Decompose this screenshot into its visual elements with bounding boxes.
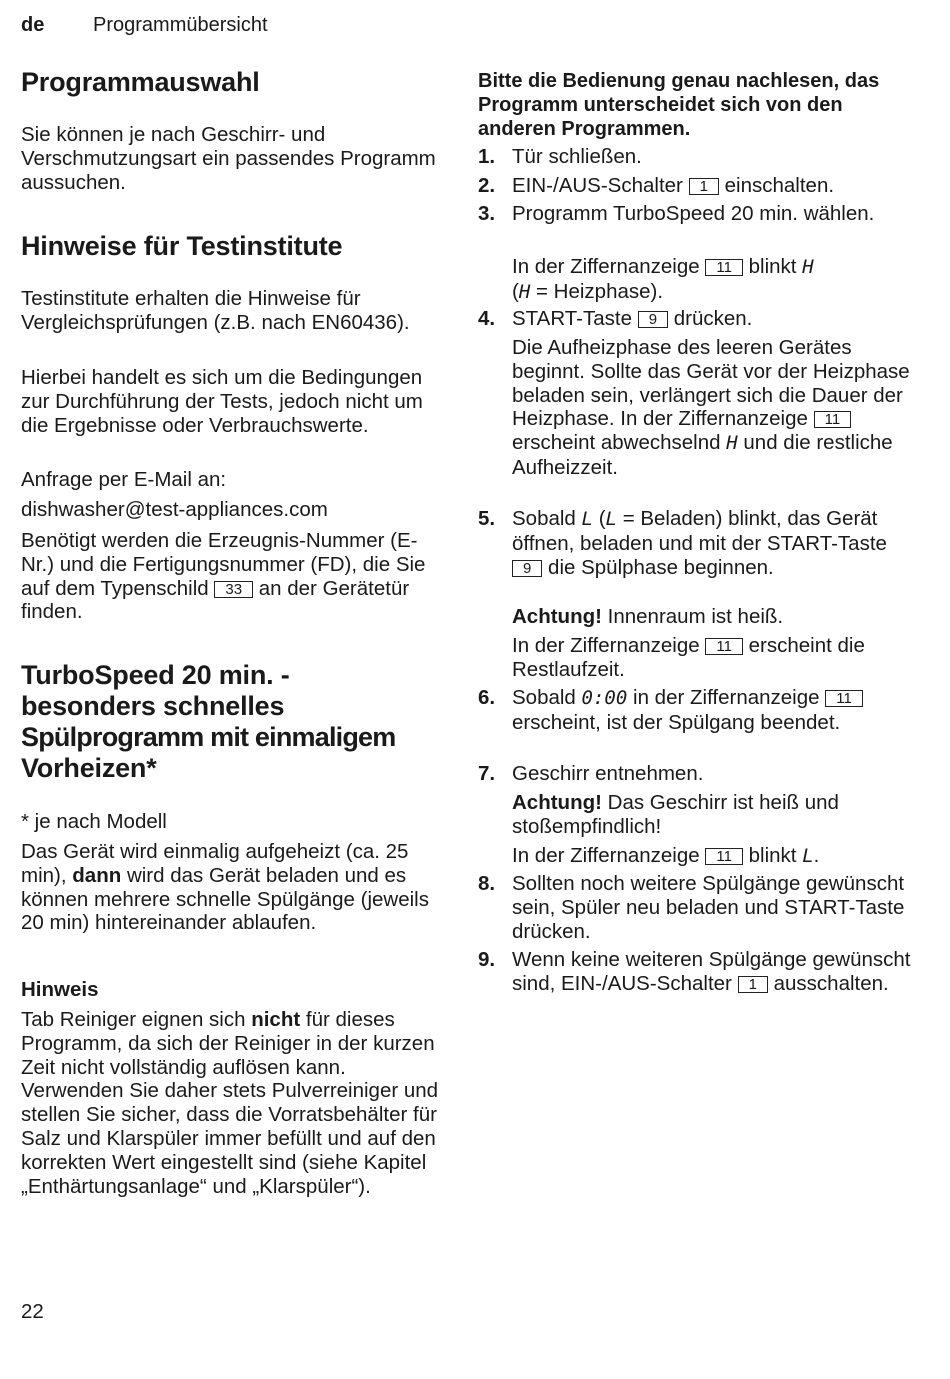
heading-testinstitute: Hinweise für Testinstitute	[21, 231, 343, 261]
reference-box-11: 11	[814, 411, 852, 428]
step-text	[512, 174, 918, 198]
step-subtext	[512, 336, 918, 480]
text-segment: In der Ziffernanzeige	[512, 634, 700, 657]
text-segment: Tab Reiniger eignen sich	[21, 1008, 246, 1031]
display-symbol-h: H	[802, 256, 814, 278]
text-segment: die Spülphase beginnen.	[548, 555, 774, 579]
text-segment: Sobald	[512, 507, 576, 530]
text-segment: einschalten.	[724, 174, 835, 197]
text-segment: Innenraum ist heiß.	[607, 605, 784, 628]
text-segment: In der Ziffernanzeige	[512, 255, 700, 278]
reference-box-1: 1	[738, 976, 768, 993]
step-number: 9.	[478, 948, 496, 971]
text-segment: .	[813, 844, 820, 867]
step-text: Programm TurboSpeed 20 min. wählen.	[512, 202, 875, 225]
reference-box-33: 33	[214, 581, 253, 598]
step-number: 5.	[478, 507, 496, 530]
step-text	[512, 686, 918, 735]
text-segment: Die Aufheizphase des leeren Gerätes beginnt. Sollte das Gerät vor der Heizphase beladen sein, verlängert sich die Dauer der Heizphase. In der Ziffernanzeige	[512, 336, 910, 431]
text-segment: erscheint, ist der Spülgang beendet.	[512, 710, 841, 734]
step-subtext	[512, 634, 918, 682]
warning-label: Achtung!	[512, 605, 602, 628]
reference-box-11: 11	[705, 259, 743, 276]
display-symbol-l: L	[802, 845, 814, 867]
text-segment: blinkt	[748, 255, 797, 278]
reference-box-1: 1	[689, 178, 719, 195]
text-segment: erscheint die Restlaufzeit.	[512, 634, 865, 681]
intro-warning: Bitte die Bedienung genau nachlesen, das Programm unterscheidet sich von den anderen Programmen.	[478, 70, 880, 140]
page-number: 22	[21, 1300, 44, 1323]
email-address: dishwasher@test-appliances.com	[21, 498, 328, 521]
paragraph-testinstitute-2: Hierbei handelt es sich um die Bedingungen zur Durchführung der Tests, jedoch nicht um die Ergebnisse oder Verbrauchswerte.	[21, 366, 423, 437]
warning-hot-interior	[512, 605, 918, 629]
reference-box-9: 9	[512, 560, 542, 577]
step-number: 6.	[478, 686, 496, 709]
display-symbol-l: L	[581, 508, 593, 530]
step-text	[512, 948, 918, 996]
heading-turbospeed	[21, 660, 441, 784]
paragraph-turbospeed	[21, 840, 441, 935]
step-number: 8.	[478, 872, 496, 895]
step-text: Sollten noch weitere Spülgänge gewünscht sein, Spüler neu beladen und START-Taste drücken.	[512, 872, 905, 943]
display-symbol-h: H	[518, 280, 531, 303]
text-segment: für dieses Programm, da sich der Reiniger in der kurzen Zeit nicht vollständig auflösen kann. Verwenden Sie daher stets Pulverreiniger und stellen Sie sicher, dass die Vorratsbehälter für Salz und Klarspüler immer befüllt und auf den korrekten Wert eingestellt sind (siehe Kapitel „Enthärtungsanlage“ und „Klarspüler“).	[21, 1008, 439, 1198]
warning-label: Achtung!	[512, 791, 602, 814]
heading-line: TurboSpeed 20 min. -	[21, 660, 290, 690]
paragraph-hinweis	[21, 1008, 441, 1198]
step-text	[512, 507, 918, 579]
text-segment: drücken.	[673, 307, 753, 330]
step-text: Geschirr entnehmen.	[512, 762, 704, 785]
warning-hot-dishes	[512, 791, 918, 839]
step-number: 3.	[478, 202, 496, 225]
language-code: de	[21, 14, 45, 36]
text-segment: In der Ziffernanzeige	[512, 844, 700, 867]
heading-programmauswahl: Programmauswahl	[21, 67, 260, 97]
text-segment: = Heizphase).	[535, 279, 664, 303]
step-text	[512, 307, 918, 331]
text-segment: START-Taste	[512, 307, 632, 330]
display-symbol-time: 0:00	[581, 687, 628, 709]
paragraph-testinstitute-1: Testinstitute erhalten die Hinweise für Vergleichsprüfungen (z.B. nach EN60436).	[21, 287, 410, 334]
heading-line: besonders schnelles	[21, 691, 285, 721]
text-segment: an der Gerätetür finden.	[21, 576, 410, 624]
text-segment: = Beladen) blinkt, das Gerät öffnen, beladen und mit der START-Taste	[512, 507, 887, 555]
paragraph-typenschild	[21, 529, 441, 624]
bold-segment: dann	[72, 863, 122, 887]
text-segment: Benötigt werden die Erzeugnis-Nummer (E-Nr.) und die Fertigungsnummer (FD), die Sie auf dem Typenschild	[21, 529, 426, 600]
display-symbol-h: H	[726, 432, 738, 455]
paragraph-programmauswahl: Sie können je nach Geschirr- und Verschmutzungsart ein passendes Programm aussuchen.	[21, 123, 436, 194]
text-segment: und die restliche Aufheizzeit.	[512, 431, 893, 479]
text-segment: (	[512, 279, 519, 303]
page-header	[21, 14, 268, 37]
text-segment: EIN-/AUS-Schalter	[512, 174, 683, 197]
text-segment: (	[598, 507, 606, 530]
text-segment: Wenn keine weiteren Spülgänge gewünscht sind, EIN-/AUS-Schalter	[512, 948, 911, 995]
paragraph-email-request: Anfrage per E-Mail an:	[21, 468, 227, 491]
text-segment: in der Ziffernanzeige	[633, 686, 820, 709]
text-segment: ausschalten.	[773, 971, 889, 995]
text-segment: Das Geschirr ist heiß und stoßempfindlich!	[512, 791, 839, 838]
reference-box-11: 11	[705, 848, 743, 865]
section-title: Programmübersicht	[93, 14, 268, 36]
heading-line: Spülprogramm mit einmaligem	[21, 722, 396, 752]
display-symbol-l: L	[605, 508, 617, 530]
step-text: Tür schließen.	[512, 145, 642, 168]
step-subtext	[512, 844, 918, 869]
footnote-model: * je nach Modell	[21, 810, 167, 833]
reference-box-11: 11	[825, 690, 863, 707]
text-segment: Das Gerät wird einmalig aufgeheizt (ca. 25 min),	[21, 840, 409, 887]
step-number: 1.	[478, 145, 496, 168]
reference-box-11: 11	[705, 638, 743, 655]
text-segment: wird das Gerät beladen und es können mehrere schnelle Spülgänge (jeweils 20 min) hintereinander ablaufen.	[21, 863, 429, 935]
bold-segment: nicht	[251, 1008, 301, 1031]
reference-box-9: 9	[638, 311, 668, 328]
step-subtext	[512, 255, 918, 305]
step-number: 2.	[478, 174, 496, 197]
heading-hinweis: Hinweis	[21, 978, 99, 1001]
step-number: 4.	[478, 307, 496, 330]
heading-line: Vorheizen*	[21, 753, 157, 783]
text-segment: blinkt	[748, 844, 797, 867]
text-segment: Sobald	[512, 686, 576, 709]
text-segment: erscheint abwechselnd	[512, 431, 721, 455]
step-number: 7.	[478, 762, 496, 785]
